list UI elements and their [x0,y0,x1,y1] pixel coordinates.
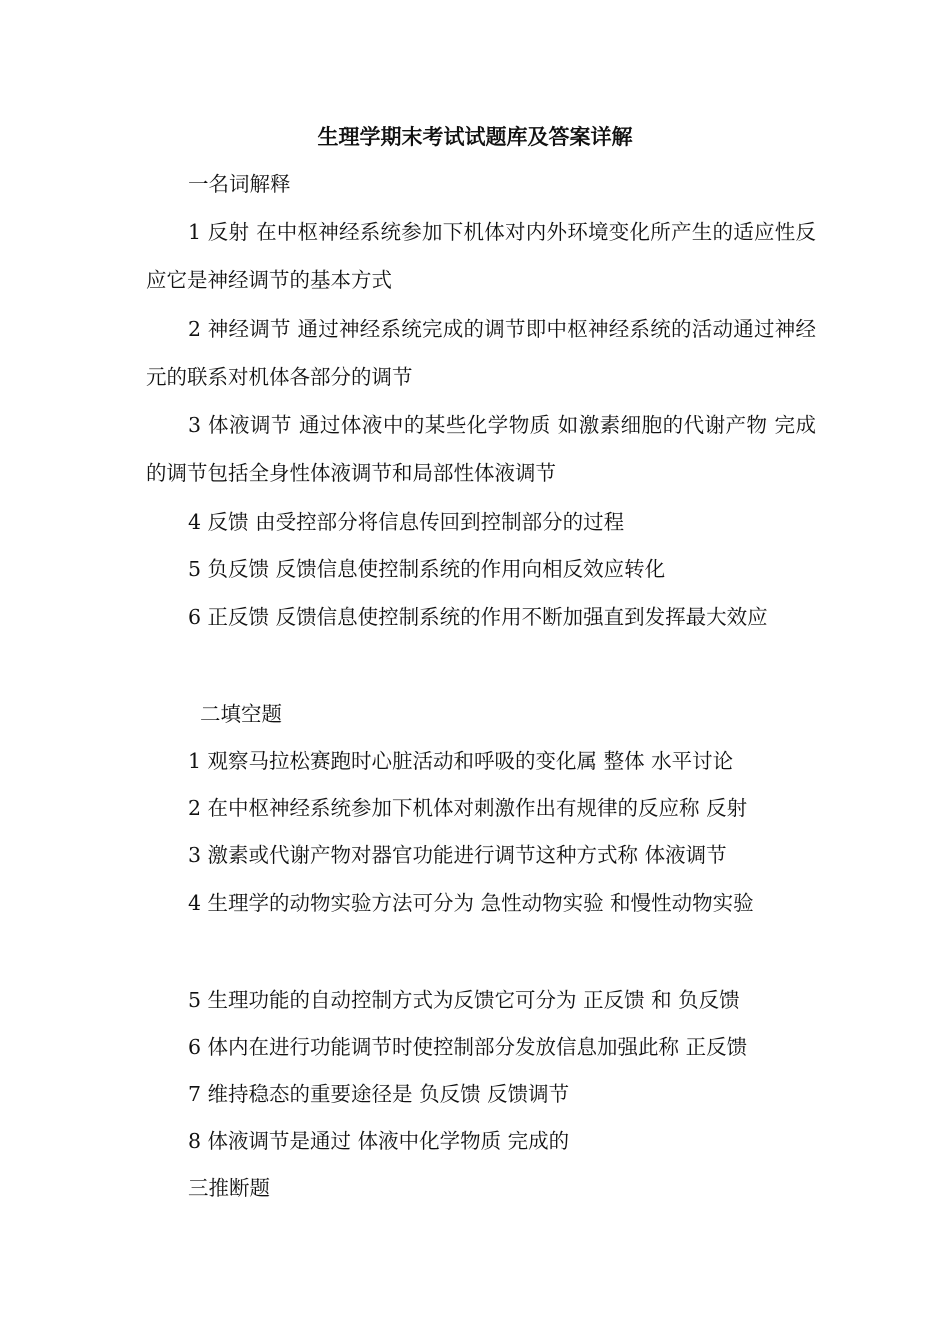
fill-blank-item-4: 4 生理学的动物实验方法可分为 急性动物实验 和慢性动物实验 [188,891,754,915]
fill-blank-item-3: 3 激素或代谢产物对器官功能进行调节这种方式称 体液调节 [188,843,727,867]
section-heading-true-false: 三推断题 [188,1176,270,1200]
section-heading-terms: 一名词解释 [188,172,291,196]
fill-blank-item-6: 6 体内在进行功能调节时使控制部分发放信息加强此称 正反馈 [188,1035,748,1059]
term-item-humoral-regulation: 3 体液调节 通过体液中的某些化学物质 如激素细胞的代谢产物 完成的调节包括全身性体液调节和局部性体液调节 [146,413,816,485]
term-item-positive-feedback: 6 正反馈 反馈信息使控制系统的作用不断加强直到发挥最大效应 [188,605,768,629]
term-item-reflex: 1 反射 在中枢神经系统参加下机体对内外环境变化所产生的适应性反应它是神经调节的基本方式 [146,220,816,292]
fill-blank-item-7: 7 维持稳态的重要途径是 负反馈 反馈调节 [188,1082,570,1106]
term-item-negative-feedback: 5 负反馈 反馈信息使控制系统的作用向相反效应转化 [188,557,666,581]
document-title: 生理学期末考试试题库及答案详解 [317,124,633,149]
fill-blank-item-2: 2 在中枢神经系统参加下机体对刺激作出有规律的反应称 反射 [188,796,748,820]
term-item-feedback: 4 反馈 由受控部分将信息传回到控制部分的过程 [188,510,625,534]
fill-blank-item-8: 8 体液调节是通过 体液中化学物质 完成的 [188,1129,570,1153]
section-heading-fill-blank: 二填空题 [200,702,282,726]
fill-blank-item-5: 5 生理功能的自动控制方式为反馈它可分为 正反馈 和 负反馈 [188,988,740,1012]
term-item-neural-regulation: 2 神经调节 通过神经系统完成的调节即中枢神经系统的活动通过神经元的联系对机体各部分的调节 [146,317,816,389]
fill-blank-item-1: 1 观察马拉松赛跑时心脏活动和呼吸的变化属 整体 水平讨论 [188,749,734,773]
